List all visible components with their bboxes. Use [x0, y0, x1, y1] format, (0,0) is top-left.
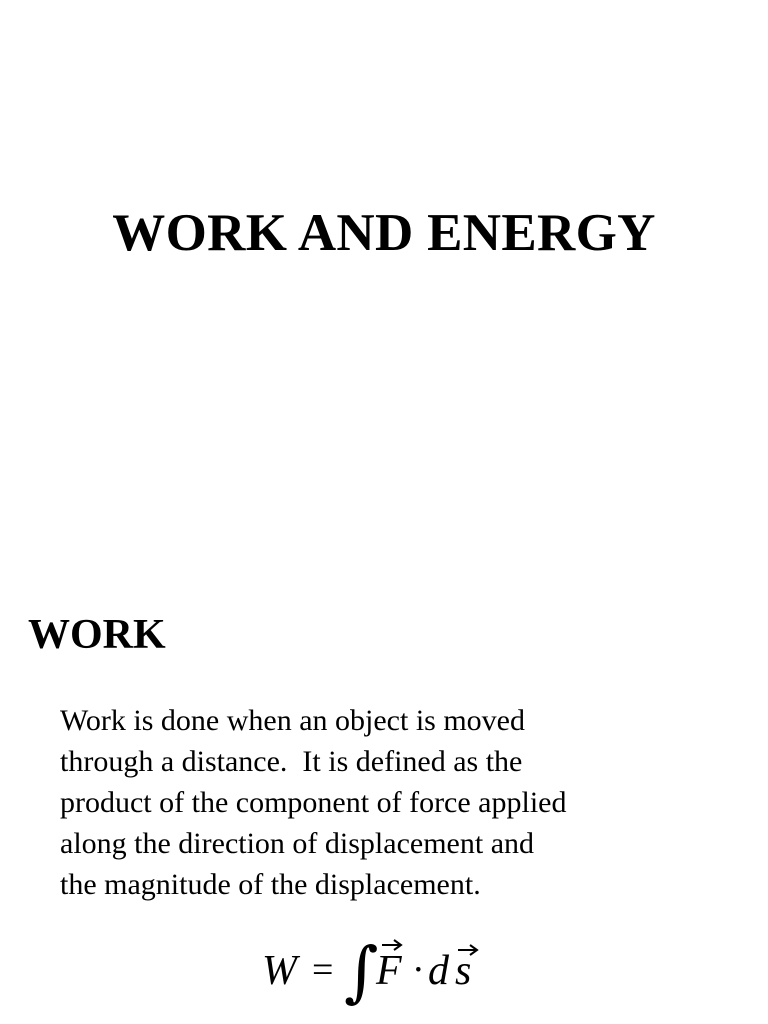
section-heading-work: WORK	[28, 612, 166, 658]
body-line: Work is done when an object is moved	[60, 704, 525, 737]
body-line: the magnitude of the displacement.	[60, 868, 481, 901]
work-formula	[262, 932, 502, 1012]
work-formula-svg	[262, 932, 502, 1012]
formula-dot: ·	[412, 949, 425, 991]
formula-d: d	[428, 948, 449, 994]
body-line: product of the component of force applied	[60, 786, 567, 819]
formula-w: W	[262, 948, 297, 994]
section-body	[60, 700, 566, 905]
formula-f: F	[376, 948, 402, 994]
body-line: along the direction of displacement and	[60, 827, 535, 860]
formula-s: s	[455, 948, 472, 994]
formula-integral: ∫	[344, 933, 379, 1010]
formula-equals: =	[312, 949, 334, 991]
page-title: WORK AND ENERGY	[112, 204, 656, 262]
body-line: through a distance. It is defined as the	[60, 745, 523, 778]
